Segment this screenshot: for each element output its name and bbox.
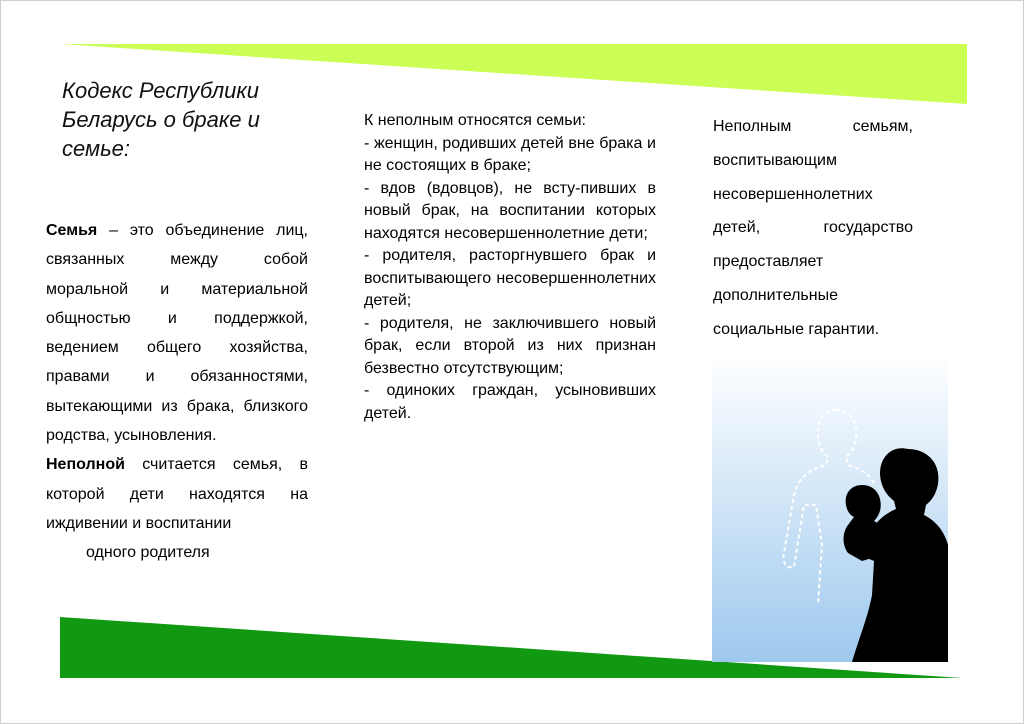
incomplete-last: одного родителя [86, 544, 210, 562]
list-item: - женщин, родивших детей вне брака и не состоящих в браке; [364, 134, 656, 174]
list-item: - вдов (вдовцов), не всту-пивших в новый брак, на воспитании которых находятся несовершеннолетние дети; [364, 179, 656, 242]
incomplete-families-list [364, 110, 656, 425]
page-title: Кодекс Республики Беларусь о браке и семье: [62, 78, 260, 161]
list-item: - родителя, не заключившего новый брак, если второй из них признан безвестно отсутствующим; [364, 314, 656, 377]
incomplete-text: считается семья, в которой дети находятся на иждивении и воспитании [46, 456, 308, 532]
list-item: - родителя, расторгнувшего брак и воспитывающего несовершеннолетних детей; [364, 247, 656, 309]
list-item: - одиноких граждан, усыновивших детей. [364, 382, 656, 422]
family-definition [46, 216, 308, 568]
incomplete-term: Неполной [46, 456, 125, 474]
state-guarantees-text: Неполным семьям, воспитывающим несовершеннолетних детей, государство предоставляет дополнительные социальные гарантии. [713, 118, 913, 338]
family-text: – это объединение лиц, связанных между собой моральной и материальной общностью и поддержкой, ведением общего хозяйства, правами и обязанностями, вытекающими из брака, близкого родства, усыновления. [46, 222, 308, 445]
family-silhouette-illustration [712, 355, 948, 662]
family-term: Семья [46, 222, 98, 239]
list-intro: К неполным относятся семьи: [364, 112, 586, 129]
